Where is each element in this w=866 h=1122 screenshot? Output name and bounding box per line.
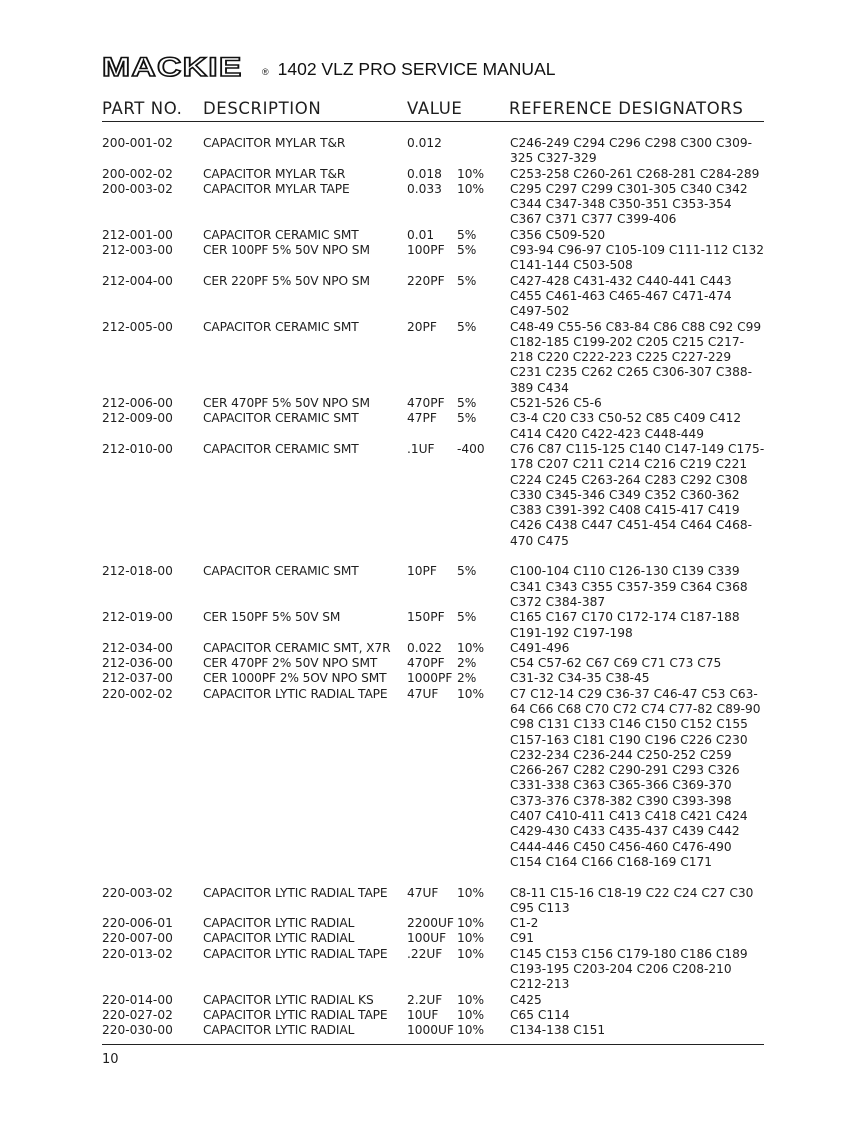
- tolerance-cell: 10%: [457, 885, 485, 900]
- table-row: [0, 656, 866, 671]
- value-cell: 47UF: [407, 885, 439, 900]
- tolerance-cell: 10%: [457, 1023, 485, 1038]
- tolerance-cell: 10%: [457, 686, 485, 701]
- description-cell: CER 150PF 5% 50V SM: [203, 610, 341, 625]
- footer-rule: [102, 1044, 764, 1045]
- part-number-cell: 212-018-00: [102, 564, 173, 579]
- part-number-cell: 212-005-00: [102, 319, 173, 334]
- reference-designators-cell: C145 C153 C156 C179-180 C186 C189 C193-195 C203-204 C206 C208-210 C212-213: [510, 946, 748, 992]
- reference-designators-cell: C31-32 C34-35 C38-45: [510, 671, 650, 686]
- reference-designators-cell: C3-4 C20 C33 C50-52 C85 C409 C412 C414 C420 C422-423 C448-449: [510, 411, 742, 441]
- description-cell: CAPACITOR LYTIC RADIAL TAPE: [203, 686, 388, 701]
- value-cell: 220PF: [407, 273, 445, 288]
- table-row: [0, 993, 866, 1008]
- value-cell: 150PF: [407, 610, 445, 625]
- tolerance-cell: 2%: [457, 671, 477, 686]
- tolerance-cell: 10%: [457, 181, 485, 196]
- reference-designators-cell: C427-428 C431-432 C440-441 C443 C455 C461-463 C465-467 C471-474 C497-502: [510, 273, 732, 319]
- description-cell: CER 470PF 5% 50V NPO SM: [203, 396, 370, 411]
- value-cell: .1UF: [407, 441, 435, 456]
- tolerance-cell: 10%: [457, 166, 485, 181]
- tolerance-cell: 5%: [457, 610, 477, 625]
- description-cell: CAPACITOR LYTIC RADIAL: [203, 916, 355, 931]
- reference-designators-cell: C134-138 C151: [510, 1023, 606, 1038]
- description-cell: CAPACITOR MYLAR T&R: [203, 166, 346, 181]
- table-row: [0, 931, 866, 946]
- tolerance-cell: 2%: [457, 656, 477, 671]
- part-number-cell: 200-001-02: [102, 136, 173, 150]
- reference-designators-cell: C100-104 C110 C126-130 C139 C339 C341 C343 C355 C357-359 C364 C368 C372 C384-387: [510, 564, 748, 609]
- reference-designators-cell: C8-11 C15-16 C18-19 C22 C24 C27 C30 C95 C113: [510, 885, 754, 915]
- part-number-cell: 220-030-00: [102, 1023, 173, 1038]
- table-row: [0, 320, 866, 396]
- column-header-description: DESCRIPTION: [203, 99, 322, 118]
- reference-designators-cell: C48-49 C55-56 C83-84 C86 C88 C92 C99 C182-185 C199-202 C205 C215 C217-218 C220 C222-223 C225 C227-229 C231 C235 C262 C265 C306-307 C388-389 C434: [510, 319, 762, 395]
- value-cell: 1000PF: [407, 671, 453, 686]
- reference-designators-cell: C7 C12-14 C29 C36-37 C46-47 C53 C63-64 C66 C68 C70 C72 C74 C77-82 C89-90 C98 C131 C133 C146 C150 C152 C155 C157-163 C181 C190 C196 C226 C230 C232-234 C236-244 C250-252 C259 C266-267 C282 C290-291 C293 C326 C331-338 C363 C365-366 C369-370 C373-376 C378-382 C390 C393-398 C407 C410-411 C413 C418 C421 C424 C429-430 C433 C435-437 C439 C442 C444-446 C450 C456-460 C476-490 C154 C164 C166 C168-169 C171: [510, 686, 761, 869]
- value-cell: 0.01: [407, 227, 435, 242]
- reference-designators-cell: C76 C87 C115-125 C140 C147-149 C175-178 C207 C211 C214 C216 C219 C221 C224 C245 C263-264 C283 C292 C308 C330 C345-346 C349 C352 C360-362 C383 C391-392 C408 C415-417 C419 C426 C438 C447 C451-454 C464 C468-470 C475: [510, 441, 765, 548]
- table-row: [0, 411, 866, 442]
- description-cell: CAPACITOR LYTIC RADIAL: [203, 931, 355, 946]
- description-cell: CAPACITOR CERAMIC SMT: [203, 441, 359, 456]
- part-number-cell: 200-002-02: [102, 166, 173, 181]
- tolerance-cell: 10%: [457, 640, 485, 655]
- description-cell: CAPACITOR LYTIC RADIAL TAPE: [203, 885, 388, 900]
- table-row: [0, 641, 866, 656]
- value-cell: 1000UF: [407, 1023, 454, 1038]
- tolerance-cell: 5%: [457, 396, 477, 411]
- part-number-cell: 220-006-01: [102, 916, 173, 931]
- tolerance-cell: 10%: [457, 1007, 485, 1022]
- part-number-cell: 212-034-00: [102, 640, 173, 655]
- part-number-cell: 212-010-00: [102, 441, 173, 456]
- description-cell: CAPACITOR CERAMIC SMT: [203, 227, 359, 242]
- table-row: [0, 564, 866, 610]
- header-rule: [102, 121, 764, 122]
- description-cell: CAPACITOR LYTIC RADIAL TAPE: [203, 1007, 388, 1022]
- value-cell: 2200UF: [407, 916, 454, 931]
- value-cell: 20PF: [407, 319, 437, 334]
- description-cell: CER 220PF 5% 50V NPO SM: [203, 273, 370, 288]
- tolerance-cell: 10%: [457, 992, 485, 1007]
- value-cell: 2.2UF: [407, 992, 443, 1007]
- tolerance-cell: 10%: [457, 946, 485, 961]
- description-cell: CAPACITOR MYLAR T&R: [203, 136, 346, 150]
- page-number: 10: [102, 1052, 119, 1067]
- tolerance-cell: 5%: [457, 273, 477, 288]
- tolerance-cell: 10%: [457, 916, 485, 931]
- part-number-cell: 220-027-02: [102, 1007, 173, 1022]
- table-row: [0, 947, 866, 993]
- mackie-logo: [102, 52, 269, 82]
- reference-designators-cell: C246-249 C294 C296 C298 C300 C309-325 C327-329: [510, 136, 753, 166]
- tolerance-cell: 5%: [457, 564, 477, 579]
- reference-designators-cell: C165 C167 C170 C172-174 C187-188 C191-192 C197-198: [510, 610, 740, 640]
- value-cell: 10PF: [407, 564, 437, 579]
- reference-designators-cell: C491-496: [510, 640, 570, 655]
- reference-designators-cell: C93-94 C96-97 C105-109 C111-112 C132 C141-144 C503-508: [510, 243, 764, 273]
- part-number-cell: 220-007-00: [102, 931, 173, 946]
- description-cell: CAPACITOR CERAMIC SMT, X7R: [203, 640, 391, 655]
- value-cell: 470PF: [407, 396, 445, 411]
- table-row: [0, 396, 866, 411]
- part-number-cell: 220-003-02: [102, 885, 173, 900]
- part-number-cell: 212-006-00: [102, 396, 173, 411]
- value-cell: 47UF: [407, 686, 439, 701]
- value-cell: 100PF: [407, 243, 445, 258]
- table-row: [0, 1008, 866, 1023]
- tolerance-cell: -400: [457, 441, 485, 456]
- logo-wordmark: MACKIE: [102, 52, 243, 82]
- reference-designators-cell: C295 C297 C299 C301-305 C340 C342 C344 C347-348 C350-351 C353-354 C367 C371 C377 C399-406: [510, 181, 748, 227]
- description-cell: CAPACITOR CERAMIC SMT: [203, 411, 359, 426]
- value-cell: 470PF: [407, 656, 445, 671]
- part-number-cell: 212-019-00: [102, 610, 173, 625]
- page-header: [102, 52, 556, 82]
- reference-designators-cell: C521-526 C5-6: [510, 396, 602, 411]
- table-row: [0, 228, 866, 243]
- part-number-cell: 212-037-00: [102, 671, 173, 686]
- table-row: [0, 182, 866, 228]
- reference-designators-cell: C91: [510, 931, 535, 946]
- reference-designators-cell: C1-2: [510, 916, 539, 931]
- value-cell: 10UF: [407, 1007, 439, 1022]
- description-cell: CAPACITOR LYTIC RADIAL KS: [203, 992, 374, 1007]
- value-cell: 0.012: [407, 136, 442, 150]
- part-number-cell: 212-003-00: [102, 243, 173, 258]
- reference-designators-cell: C54 C57-62 C67 C69 C71 C73 C75: [510, 656, 722, 671]
- table-row: [0, 610, 866, 641]
- table-row: [0, 886, 866, 917]
- value-cell: 47PF: [407, 411, 437, 426]
- description-cell: CER 470PF 2% 50V NPO SMT: [203, 656, 378, 671]
- reference-designators-cell: C65 C114: [510, 1007, 570, 1022]
- value-cell: .22UF: [407, 946, 443, 961]
- description-cell: CAPACITOR LYTIC RADIAL TAPE: [203, 946, 388, 961]
- parts-table: [0, 136, 866, 1039]
- table-row: [0, 442, 866, 549]
- value-cell: 0.033: [407, 181, 442, 196]
- table-row: [0, 687, 866, 871]
- description-cell: CER 100PF 5% 50V NPO SM: [203, 243, 370, 258]
- manual-title: 1402 VLZ PRO SERVICE MANUAL: [277, 59, 556, 79]
- description-cell: CAPACITOR CERAMIC SMT: [203, 319, 359, 334]
- table-row: [0, 136, 866, 167]
- registered-mark: ®: [262, 67, 269, 77]
- reference-designators-cell: C356 C509-520: [510, 227, 606, 242]
- reference-designators-cell: C425: [510, 992, 542, 1007]
- part-number-cell: 212-009-00: [102, 411, 173, 426]
- table-row: [0, 916, 866, 931]
- part-number-cell: 200-003-02: [102, 181, 173, 196]
- column-headers: [0, 99, 866, 121]
- tolerance-cell: 5%: [457, 411, 477, 426]
- part-number-cell: 220-013-02: [102, 946, 173, 961]
- tolerance-cell: 5%: [457, 319, 477, 334]
- part-number-cell: 212-036-00: [102, 656, 173, 671]
- column-header-reference-designators: REFERENCE DESIGNATORS: [509, 99, 744, 118]
- table-row: [0, 243, 866, 274]
- column-header-value: VALUE: [407, 99, 463, 118]
- value-cell: 0.018: [407, 166, 442, 181]
- table-row: [0, 167, 866, 182]
- value-cell: 100UF: [407, 931, 447, 946]
- tolerance-cell: 5%: [457, 243, 477, 258]
- description-cell: CER 1000PF 2% 5OV NPO SMT: [203, 671, 387, 686]
- part-number-cell: 220-002-02: [102, 686, 173, 701]
- description-cell: CAPACITOR MYLAR TAPE: [203, 181, 350, 196]
- table-row: [0, 671, 866, 686]
- part-number-cell: 220-014-00: [102, 992, 173, 1007]
- table-row: [0, 274, 866, 320]
- description-cell: CAPACITOR CERAMIC SMT: [203, 564, 359, 579]
- part-number-cell: 212-004-00: [102, 273, 173, 288]
- tolerance-cell: 10%: [457, 931, 485, 946]
- part-number-cell: 212-001-00: [102, 227, 173, 242]
- tolerance-cell: 5%: [457, 227, 477, 242]
- value-cell: 0.022: [407, 640, 442, 655]
- reference-designators-cell: C253-258 C260-261 C268-281 C284-289: [510, 166, 760, 181]
- column-header-part-no: PART NO.: [102, 99, 183, 118]
- table-row: [0, 1023, 866, 1038]
- description-cell: CAPACITOR LYTIC RADIAL: [203, 1023, 355, 1038]
